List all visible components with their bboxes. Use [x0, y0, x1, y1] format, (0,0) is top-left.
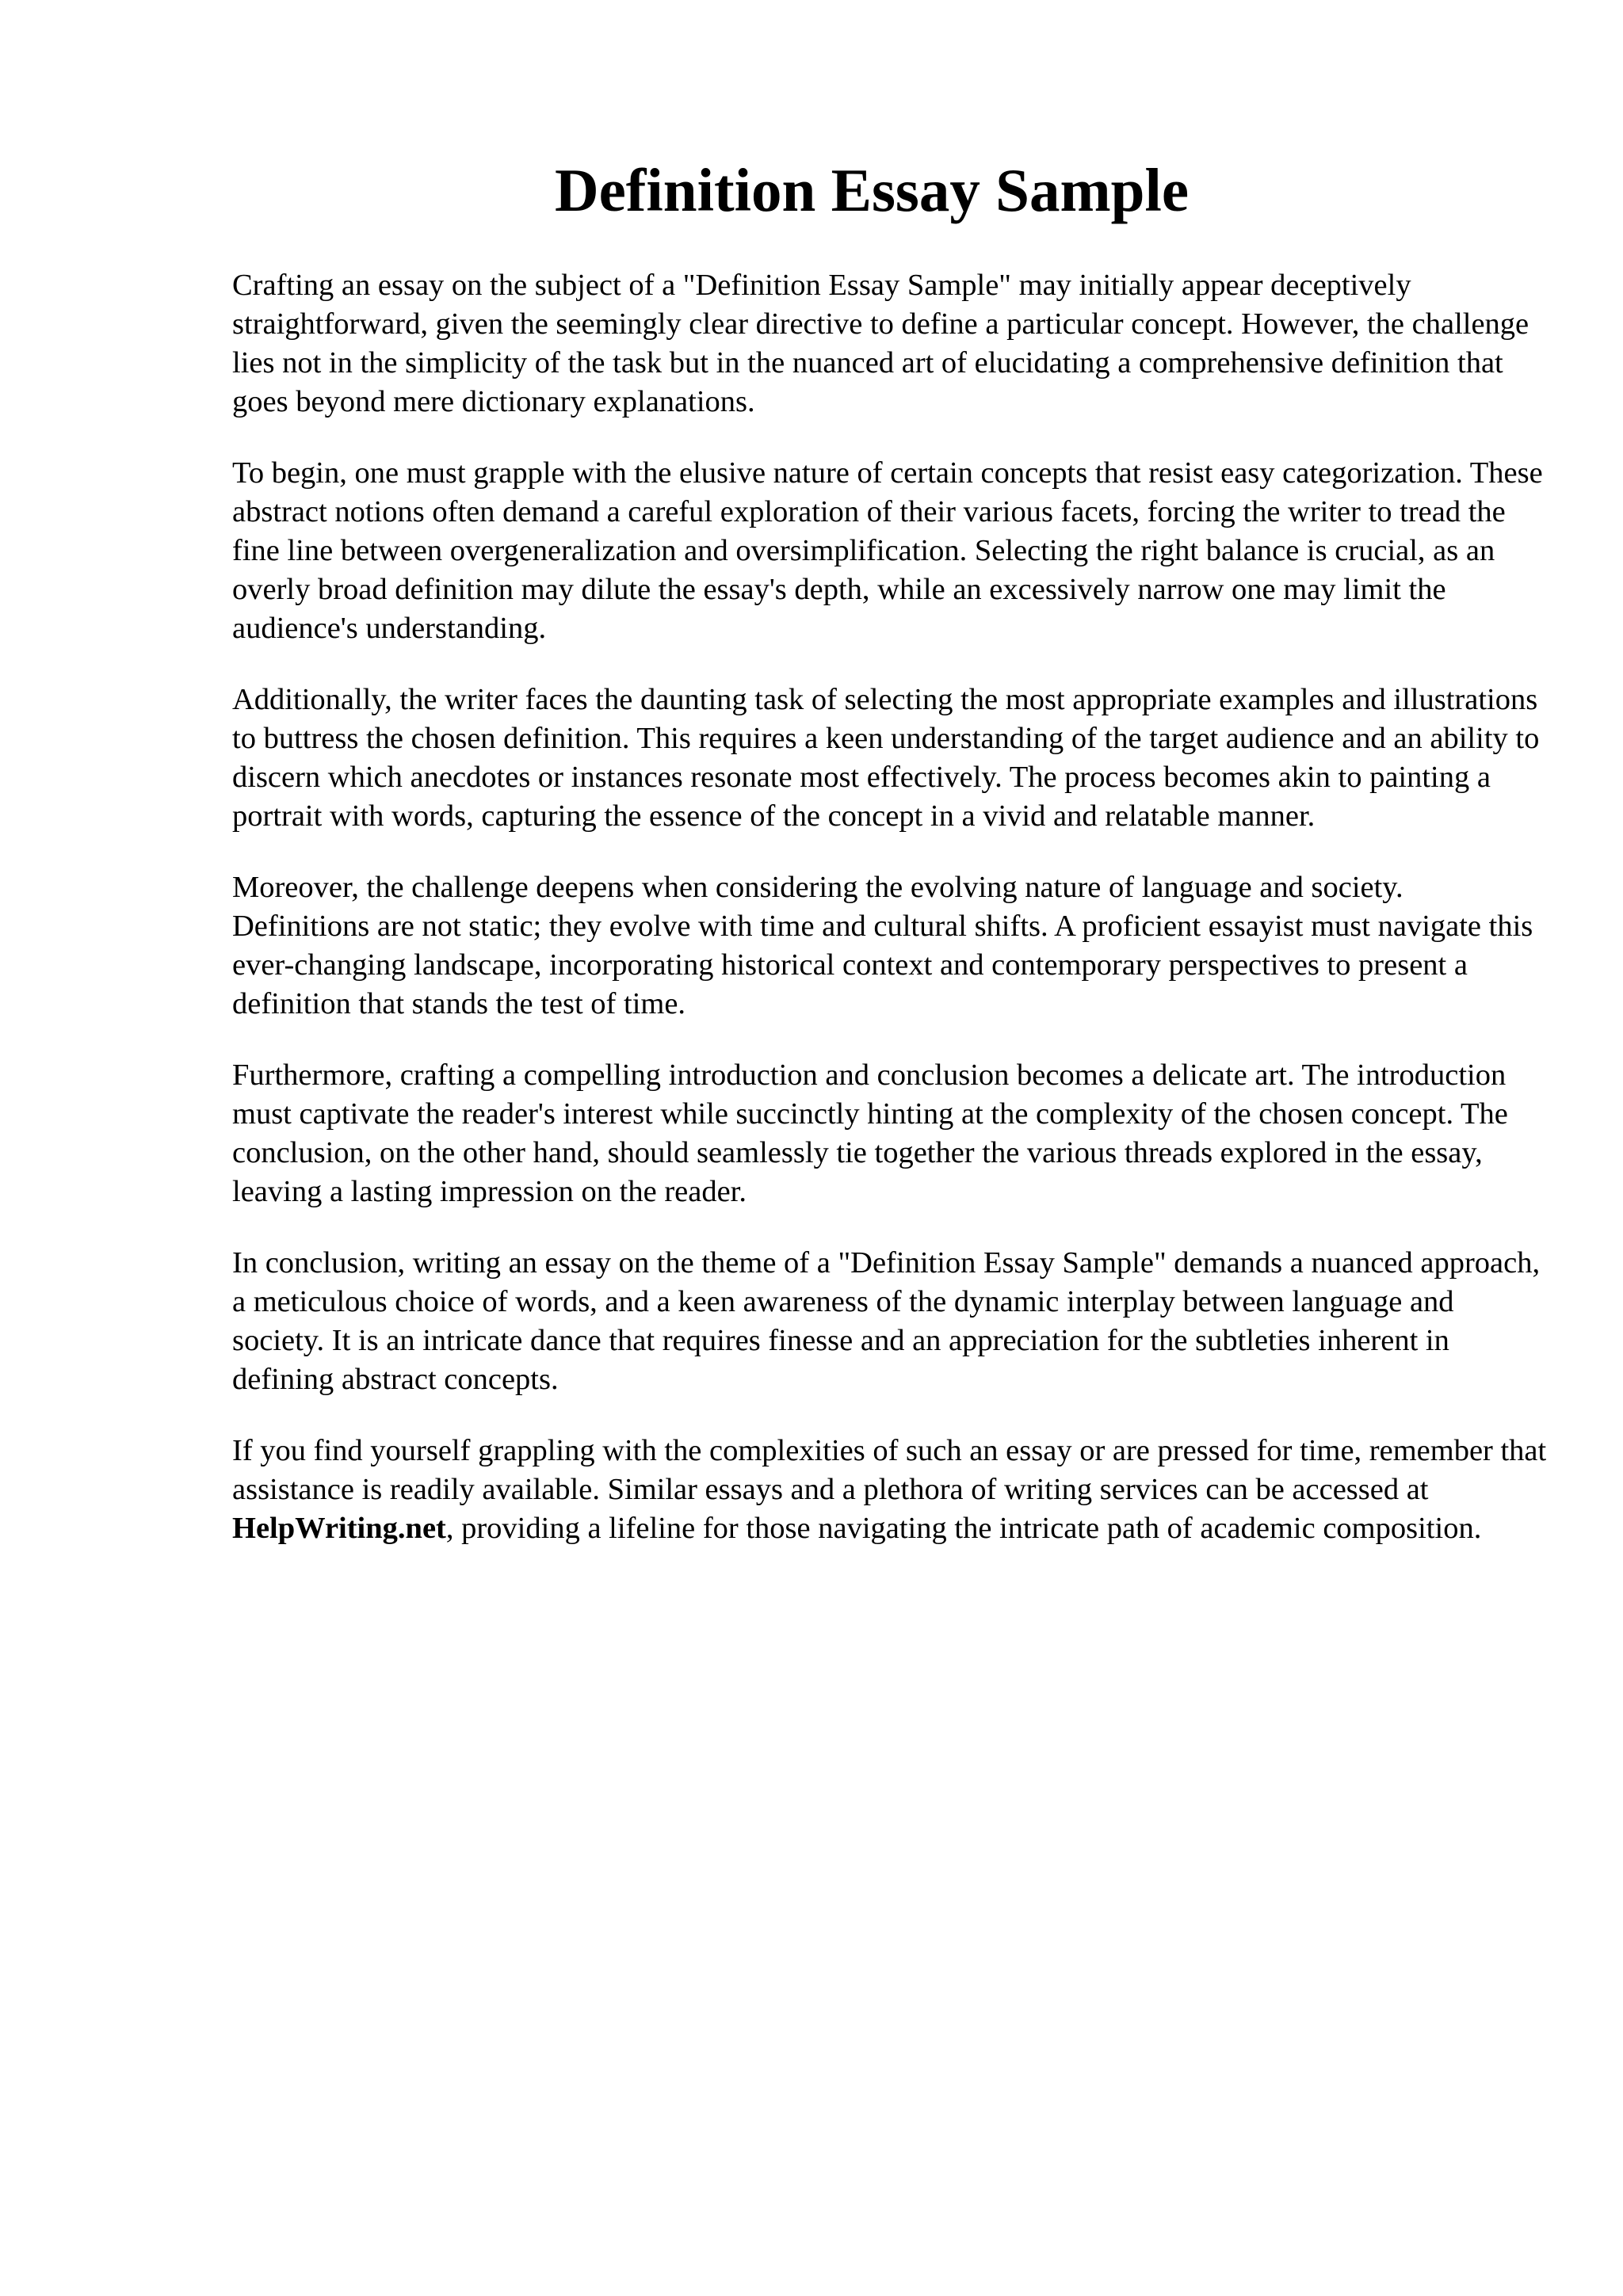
paragraph-7 — [232, 1432, 1548, 1548]
paragraph-4: Moreover, the challenge deepens when considering the evolving nature of language and society. Definitions are not static; they evolve with time and cultural shifts. A proficient essayist must navigate this ever-changing landscape, incorporating historical context and contemporary perspectives to present a definition that stands the test of time. — [232, 871, 1533, 1020]
paragraph-5: Furthermore, crafting a compelling introduction and conclusion becomes a delicate art. The introduction must captivate the reader's interest while succinctly hinting at the complexity of the chosen concept. The conclusion, on the other hand, should seamlessly tie together the various threads explored in the essay, leaving a lasting impression on the reader. — [232, 1058, 1508, 1208]
document-body — [232, 266, 1548, 1581]
document-title: Definition Essay Sample — [554, 156, 1190, 224]
paragraph-7-text-after: , providing a lifeline for those navigating the intricate path of academic composition. — [445, 1512, 1482, 1545]
paragraph-2: To begin, one must grapple with the elusive nature of certain concepts that resist easy categorization. These abstract notions often demand a careful exploration of their various facets, forcing the writer to tread the fine line between overgeneralization and oversimplification. Selecting the right balance is crucial, as an overly broad definition may dilute the essay's depth, while an excessively narrow one may limit the audience's understanding. — [232, 456, 1543, 645]
paragraph-7-text-before: If you find yourself grappling with the complexities of such an essay or are pressed for time, remember that assistance is readily available. Similar essays and a plethora of writing services can be accessed at — [232, 1434, 1547, 1506]
paragraph-3: Additionally, the writer faces the daunting task of selecting the most appropriate examples and illustrations to buttress the chosen definition. This requires a keen understanding of the target audience and an ability to discern which anecdotes or instances resonate most effectively. The process becomes akin to painting a portrait with words, capturing the essence of the concept in a vivid and relatable manner. — [232, 683, 1540, 833]
paragraph-6: In conclusion, writing an essay on the theme of a "Definition Essay Sample" demands a nuanced approach, a meticulous choice of words, and a keen awareness of the dynamic interplay between language and society. It is an intricate dance that requires finesse and an appreciation for the subtleties inherent in defining abstract concepts. — [232, 1246, 1541, 1396]
helpwriting-link[interactable]: HelpWriting.net — [232, 1512, 446, 1545]
paragraph-1: Crafting an essay on the subject of a "Definition Essay Sample" may initially appear deceptively straightforward, given the seemingly clear directive to define a particular concept. However, the challenge lies not in the simplicity of the task but in the nuanced art of elucidating a comprehensive definition that goes beyond mere dictionary explanations. — [232, 269, 1529, 418]
